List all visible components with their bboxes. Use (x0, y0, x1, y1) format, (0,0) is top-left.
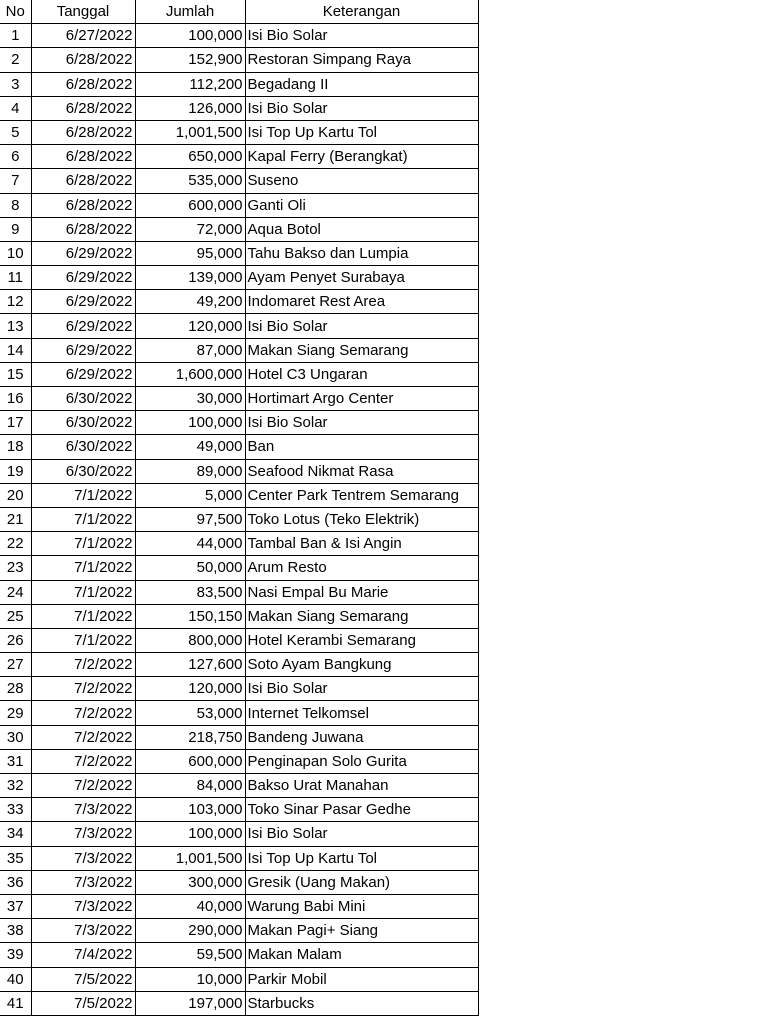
cell-tanggal[interactable]: 7/1/2022 (31, 483, 135, 507)
cell-jumlah[interactable]: 103,000 (135, 798, 245, 822)
cell-tanggal[interactable]: 7/2/2022 (31, 701, 135, 725)
cell-no[interactable]: 17 (0, 411, 31, 435)
cell-keterangan[interactable]: Suseno (245, 169, 478, 193)
cell-keterangan[interactable]: Arum Resto (245, 556, 478, 580)
cell-keterangan[interactable]: Isi Bio Solar (245, 96, 478, 120)
cell-tanggal[interactable]: 7/2/2022 (31, 653, 135, 677)
cell-jumlah[interactable]: 53,000 (135, 701, 245, 725)
table-row (0, 387, 478, 411)
cell-tanggal[interactable]: 7/1/2022 (31, 580, 135, 604)
cell-no[interactable]: 37 (0, 894, 31, 918)
cell-keterangan[interactable]: Isi Bio Solar (245, 411, 478, 435)
cell-no[interactable]: 5 (0, 120, 31, 144)
cell-jumlah[interactable]: 1,600,000 (135, 362, 245, 386)
cell-jumlah[interactable]: 600,000 (135, 193, 245, 217)
cell-jumlah[interactable]: 95,000 (135, 241, 245, 265)
table-row (0, 193, 478, 217)
cell-keterangan[interactable]: Makan Siang Semarang (245, 338, 478, 362)
cell-tanggal[interactable]: 6/29/2022 (31, 266, 135, 290)
cell-no[interactable]: 25 (0, 604, 31, 628)
header-row (0, 0, 478, 24)
cell-keterangan[interactable]: Makan Malam (245, 943, 478, 967)
table-row (0, 846, 478, 870)
table-row (0, 749, 478, 773)
cell-tanggal[interactable]: 6/30/2022 (31, 435, 135, 459)
table-row (0, 48, 478, 72)
cell-jumlah[interactable]: 152,900 (135, 48, 245, 72)
table-row (0, 628, 478, 652)
cell-tanggal[interactable]: 7/3/2022 (31, 822, 135, 846)
cell-tanggal[interactable]: 7/3/2022 (31, 870, 135, 894)
cell-jumlah[interactable]: 600,000 (135, 749, 245, 773)
table-row (0, 822, 478, 846)
cell-tanggal[interactable]: 6/30/2022 (31, 387, 135, 411)
cell-keterangan[interactable]: Isi Bio Solar (245, 24, 478, 48)
cell-tanggal[interactable]: 7/2/2022 (31, 677, 135, 701)
cell-no[interactable]: 27 (0, 653, 31, 677)
table-row (0, 338, 478, 362)
cell-no[interactable]: 30 (0, 725, 31, 749)
cell-tanggal[interactable]: 6/29/2022 (31, 362, 135, 386)
cell-tanggal[interactable]: 7/5/2022 (31, 967, 135, 991)
cell-jumlah[interactable]: 139,000 (135, 266, 245, 290)
cell-jumlah[interactable]: 120,000 (135, 677, 245, 701)
cell-jumlah[interactable]: 120,000 (135, 314, 245, 338)
cell-jumlah[interactable]: 44,000 (135, 532, 245, 556)
table-row (0, 943, 478, 967)
table-row (0, 532, 478, 556)
cell-keterangan[interactable]: Penginapan Solo Gurita (245, 749, 478, 773)
cell-tanggal[interactable]: 7/4/2022 (31, 943, 135, 967)
cell-tanggal[interactable]: 6/28/2022 (31, 217, 135, 241)
cell-keterangan[interactable]: Aqua Botol (245, 217, 478, 241)
cell-keterangan[interactable]: Ban (245, 435, 478, 459)
cell-tanggal[interactable]: 7/3/2022 (31, 919, 135, 943)
cell-jumlah[interactable]: 100,000 (135, 822, 245, 846)
cell-jumlah[interactable]: 59,500 (135, 943, 245, 967)
table-row (0, 725, 478, 749)
table-row (0, 894, 478, 918)
cell-no[interactable]: 36 (0, 870, 31, 894)
cell-jumlah[interactable]: 100,000 (135, 411, 245, 435)
cell-no[interactable]: 7 (0, 169, 31, 193)
cell-tanggal[interactable]: 7/5/2022 (31, 991, 135, 1015)
cell-keterangan[interactable]: Makan Pagi+ Siang (245, 919, 478, 943)
cell-tanggal[interactable]: 7/1/2022 (31, 507, 135, 531)
cell-jumlah[interactable]: 72,000 (135, 217, 245, 241)
cell-tanggal[interactable]: 6/29/2022 (31, 314, 135, 338)
cell-keterangan[interactable]: Isi Bio Solar (245, 822, 478, 846)
table-row (0, 314, 478, 338)
cell-no[interactable]: 13 (0, 314, 31, 338)
cell-tanggal[interactable]: 7/1/2022 (31, 604, 135, 628)
cell-no[interactable]: 8 (0, 193, 31, 217)
cell-tanggal[interactable]: 7/1/2022 (31, 532, 135, 556)
table-row (0, 411, 478, 435)
cell-keterangan[interactable]: Restoran Simpang Raya (245, 48, 478, 72)
cell-jumlah[interactable]: 84,000 (135, 774, 245, 798)
table-row (0, 580, 478, 604)
table-row (0, 798, 478, 822)
cell-no[interactable]: 22 (0, 532, 31, 556)
cell-keterangan[interactable]: Isi Top Up Kartu Tol (245, 120, 478, 144)
cell-no[interactable]: 9 (0, 217, 31, 241)
cell-tanggal[interactable]: 6/28/2022 (31, 120, 135, 144)
cell-tanggal[interactable]: 7/2/2022 (31, 774, 135, 798)
cell-no[interactable]: 6 (0, 145, 31, 169)
cell-jumlah[interactable]: 49,200 (135, 290, 245, 314)
table-row (0, 96, 478, 120)
header-no: No (0, 0, 31, 24)
cell-keterangan[interactable]: Begadang II (245, 72, 478, 96)
table-row (0, 967, 478, 991)
cell-tanggal[interactable]: 6/28/2022 (31, 193, 135, 217)
table-row (0, 217, 478, 241)
cell-tanggal[interactable]: 6/29/2022 (31, 338, 135, 362)
cell-tanggal[interactable]: 7/3/2022 (31, 846, 135, 870)
cell-no[interactable]: 35 (0, 846, 31, 870)
cell-keterangan[interactable]: Seafood Nikmat Rasa (245, 459, 478, 483)
table-row (0, 653, 478, 677)
cell-tanggal[interactable]: 6/28/2022 (31, 145, 135, 169)
cell-keterangan[interactable]: Gresik (Uang Makan) (245, 870, 478, 894)
cell-no[interactable]: 16 (0, 387, 31, 411)
header-keterangan: Keterangan (245, 0, 478, 24)
table-row (0, 507, 478, 531)
table-row (0, 72, 478, 96)
cell-no[interactable]: 34 (0, 822, 31, 846)
cell-tanggal[interactable]: 7/1/2022 (31, 556, 135, 580)
cell-keterangan[interactable]: Kapal Ferry (Berangkat) (245, 145, 478, 169)
cell-no[interactable]: 1 (0, 24, 31, 48)
cell-keterangan[interactable]: Hortimart Argo Center (245, 387, 478, 411)
cell-keterangan[interactable]: Internet Telkomsel (245, 701, 478, 725)
cell-keterangan[interactable]: Makan Siang Semarang (245, 604, 478, 628)
cell-tanggal[interactable]: 7/3/2022 (31, 798, 135, 822)
cell-jumlah[interactable]: 1,001,500 (135, 120, 245, 144)
cell-no[interactable]: 39 (0, 943, 31, 967)
header-jumlah: Jumlah (135, 0, 245, 24)
cell-tanggal[interactable]: 6/29/2022 (31, 290, 135, 314)
table-header (0, 0, 478, 24)
cell-no[interactable]: 11 (0, 266, 31, 290)
cell-no[interactable]: 29 (0, 701, 31, 725)
cell-keterangan[interactable]: Toko Lotus (Teko Elektrik) (245, 507, 478, 531)
cell-no[interactable]: 40 (0, 967, 31, 991)
cell-no[interactable]: 21 (0, 507, 31, 531)
cell-jumlah[interactable]: 100,000 (135, 24, 245, 48)
cell-jumlah[interactable]: 5,000 (135, 483, 245, 507)
cell-jumlah[interactable]: 10,000 (135, 967, 245, 991)
cell-no[interactable]: 38 (0, 919, 31, 943)
table-row (0, 24, 478, 48)
cell-no[interactable]: 14 (0, 338, 31, 362)
cell-no[interactable]: 41 (0, 991, 31, 1015)
cell-keterangan[interactable]: Warung Babi Mini (245, 894, 478, 918)
cell-jumlah[interactable]: 89,000 (135, 459, 245, 483)
cell-keterangan[interactable]: Isi Top Up Kartu Tol (245, 846, 478, 870)
table-row (0, 145, 478, 169)
cell-keterangan[interactable]: Isi Bio Solar (245, 677, 478, 701)
cell-keterangan[interactable]: Ayam Penyet Surabaya (245, 266, 478, 290)
cell-tanggal[interactable]: 6/28/2022 (31, 96, 135, 120)
cell-no[interactable]: 2 (0, 48, 31, 72)
table-row (0, 169, 478, 193)
cell-keterangan[interactable]: Hotel C3 Ungaran (245, 362, 478, 386)
cell-jumlah[interactable]: 30,000 (135, 387, 245, 411)
cell-tanggal[interactable]: 7/2/2022 (31, 749, 135, 773)
cell-tanggal[interactable]: 6/28/2022 (31, 169, 135, 193)
cell-jumlah[interactable]: 50,000 (135, 556, 245, 580)
cell-jumlah[interactable]: 126,000 (135, 96, 245, 120)
cell-keterangan[interactable]: Ganti Oli (245, 193, 478, 217)
table-row (0, 241, 478, 265)
cell-no[interactable]: 32 (0, 774, 31, 798)
cell-no[interactable]: 19 (0, 459, 31, 483)
cell-tanggal[interactable]: 6/30/2022 (31, 411, 135, 435)
cell-keterangan[interactable]: Soto Ayam Bangkung (245, 653, 478, 677)
cell-no[interactable]: 31 (0, 749, 31, 773)
cell-tanggal[interactable]: 7/1/2022 (31, 628, 135, 652)
table-row (0, 459, 478, 483)
cell-jumlah[interactable]: 49,000 (135, 435, 245, 459)
cell-keterangan[interactable]: Isi Bio Solar (245, 314, 478, 338)
table-row (0, 483, 478, 507)
cell-jumlah[interactable]: 800,000 (135, 628, 245, 652)
cell-no[interactable]: 12 (0, 290, 31, 314)
table-row (0, 701, 478, 725)
cell-no[interactable]: 18 (0, 435, 31, 459)
cell-no[interactable]: 15 (0, 362, 31, 386)
cell-no[interactable]: 33 (0, 798, 31, 822)
table-row (0, 774, 478, 798)
cell-no[interactable]: 4 (0, 96, 31, 120)
cell-jumlah[interactable]: 1,001,500 (135, 846, 245, 870)
cell-tanggal[interactable]: 6/27/2022 (31, 24, 135, 48)
cell-keterangan[interactable]: Starbucks (245, 991, 478, 1015)
cell-tanggal[interactable]: 6/30/2022 (31, 459, 135, 483)
cell-tanggal[interactable]: 7/3/2022 (31, 894, 135, 918)
cell-keterangan[interactable]: Toko Sinar Pasar Gedhe (245, 798, 478, 822)
cell-jumlah[interactable]: 97,500 (135, 507, 245, 531)
table-row (0, 919, 478, 943)
cell-jumlah[interactable]: 218,750 (135, 725, 245, 749)
cell-jumlah[interactable]: 87,000 (135, 338, 245, 362)
table-body (0, 24, 478, 1016)
table-row (0, 556, 478, 580)
cell-no[interactable]: 3 (0, 72, 31, 96)
cell-keterangan[interactable]: Indomaret Rest Area (245, 290, 478, 314)
table-row (0, 266, 478, 290)
cell-jumlah[interactable]: 83,500 (135, 580, 245, 604)
cell-jumlah[interactable]: 127,600 (135, 653, 245, 677)
cell-jumlah[interactable]: 535,000 (135, 169, 245, 193)
header-tanggal: Tanggal (31, 0, 135, 24)
table-row (0, 991, 478, 1015)
cell-jumlah[interactable]: 650,000 (135, 145, 245, 169)
cell-no[interactable]: 26 (0, 628, 31, 652)
cell-jumlah[interactable]: 290,000 (135, 919, 245, 943)
table-row (0, 362, 478, 386)
cell-jumlah[interactable]: 40,000 (135, 894, 245, 918)
table-row (0, 870, 478, 894)
cell-jumlah[interactable]: 300,000 (135, 870, 245, 894)
cell-keterangan[interactable]: Bakso Urat Manahan (245, 774, 478, 798)
table-row (0, 120, 478, 144)
cell-keterangan[interactable]: Nasi Empal Bu Marie (245, 580, 478, 604)
cell-keterangan[interactable]: Tahu Bakso dan Lumpia (245, 241, 478, 265)
cell-no[interactable]: 20 (0, 483, 31, 507)
cell-tanggal[interactable]: 7/2/2022 (31, 725, 135, 749)
cell-keterangan[interactable]: Parkir Mobil (245, 967, 478, 991)
cell-no[interactable]: 24 (0, 580, 31, 604)
cell-tanggal[interactable]: 6/28/2022 (31, 48, 135, 72)
cell-keterangan[interactable]: Hotel Kerambi Semarang (245, 628, 478, 652)
table-row (0, 677, 478, 701)
table-row (0, 435, 478, 459)
table-row (0, 290, 478, 314)
cell-tanggal[interactable]: 6/28/2022 (31, 72, 135, 96)
cell-jumlah[interactable]: 112,200 (135, 72, 245, 96)
cell-keterangan[interactable]: Bandeng Juwana (245, 725, 478, 749)
cell-no[interactable]: 10 (0, 241, 31, 265)
cell-keterangan[interactable]: Center Park Tentrem Semarang (245, 483, 478, 507)
cell-no[interactable]: 23 (0, 556, 31, 580)
cell-tanggal[interactable]: 6/29/2022 (31, 241, 135, 265)
cell-no[interactable]: 28 (0, 677, 31, 701)
cell-keterangan[interactable]: Tambal Ban & Isi Angin (245, 532, 478, 556)
cell-jumlah[interactable]: 150,150 (135, 604, 245, 628)
table-row (0, 604, 478, 628)
cell-jumlah[interactable]: 197,000 (135, 991, 245, 1015)
